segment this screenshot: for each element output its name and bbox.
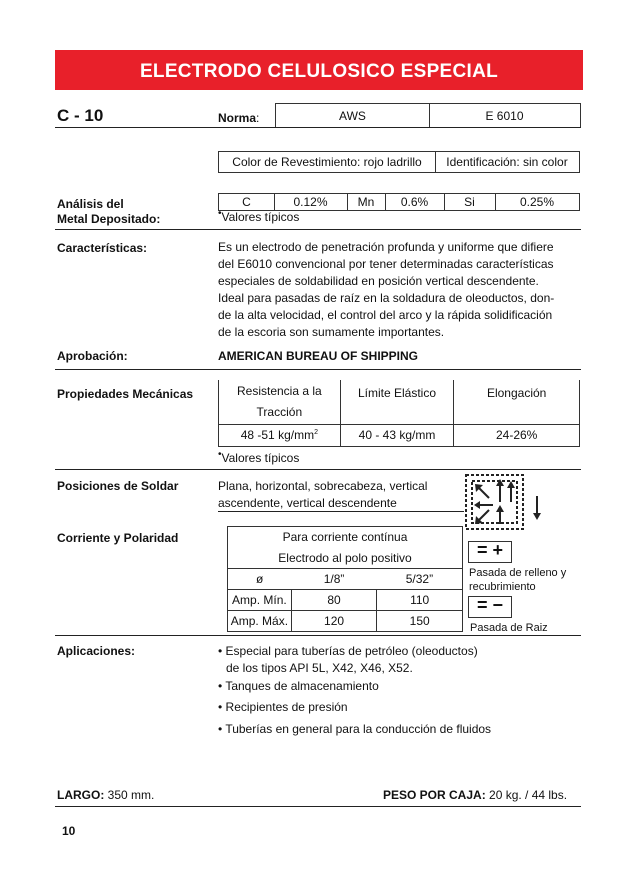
current-label: Corriente y Polaridad — [57, 531, 179, 545]
header-rule — [55, 127, 581, 128]
current-row-max-v2: 150 — [377, 611, 463, 632]
mechanical-header-elongation: Elongación — [454, 380, 580, 424]
section-rule — [55, 229, 581, 230]
polarity-fill-symbol: = + — [468, 541, 512, 563]
current-header-polarity: Electrodo al polo positivo — [228, 548, 463, 569]
characteristics-text — [218, 239, 578, 341]
section-rule — [55, 469, 581, 470]
norma-standard: AWS — [339, 109, 366, 123]
mechanical-value-yield: 40 - 43 kg/mm — [340, 424, 454, 446]
analysis-note: •Valores típicos — [218, 208, 300, 224]
page-title: ELECTRODO CELULOSICO ESPECIAL — [55, 50, 583, 90]
mechanical-header-yield: Límite Elástico — [340, 380, 454, 424]
page-number: 10 — [62, 824, 76, 838]
analysis-element-mn: Mn — [357, 195, 375, 209]
polarity-root-caption: Pasada de Raiz — [470, 622, 548, 634]
mechanical-value-tensile: 48 -51 $kg/mm^2$ — [219, 424, 341, 446]
norma-box — [275, 103, 581, 128]
application-item: • Recipientes de presión — [218, 700, 348, 714]
norma-classification: E 6010 — [485, 109, 524, 123]
analysis-label-line1: Análisis del — [57, 197, 124, 211]
mechanical-note: •Valores típicos — [218, 449, 300, 465]
analysis-element-si: Si — [464, 195, 475, 209]
application-item: • Tuberías en general para la conducción de fluidos — [218, 722, 492, 736]
characteristics-line: Ideal para pasadas de raíz en la soldadura de oleoductos, don- — [218, 291, 555, 305]
characteristics-line: del E6010 convencional por tener determinadas características — [218, 257, 554, 271]
analysis-value-c: 0.12% — [293, 195, 328, 209]
current-row-max-v1: 120 — [291, 611, 377, 632]
norma-label: Norma: — [218, 111, 260, 125]
positions-text: Plana, horizontal, sobrecabeza, vertical ascendente, vertical descendente — [218, 479, 428, 510]
current-header-dc: Para corriente contínua — [228, 527, 463, 548]
current-col-size1: 1/8” — [291, 569, 377, 590]
mechanical-header-tensile: Resistencia a la Tracción — [219, 380, 341, 424]
coating-identification: Identificación: sin color — [446, 155, 568, 169]
characteristics-line: de la escoria son sumamente importantes. — [218, 325, 445, 339]
current-col-size2: 5/32” — [377, 569, 463, 590]
current-table — [227, 526, 463, 632]
analysis-value-mn: 0.6% — [400, 195, 429, 209]
welding-positions-icon — [463, 472, 545, 534]
applications-label: Aplicaciones: — [57, 644, 136, 658]
mechanical-label: Propiedades Mecánicas — [57, 387, 194, 401]
positions-rule — [218, 511, 464, 512]
characteristics-label: Características: — [57, 241, 148, 255]
characteristics-line: Es un electrodo de penetración profunda y uniforme que difiere — [218, 240, 554, 254]
mechanical-value-elongation: 24-26% — [454, 424, 580, 446]
current-row-max-label: Amp. Máx. — [228, 611, 292, 632]
analysis-element-c: C — [242, 195, 251, 209]
analysis-label-line2: Metal Depositado: — [57, 212, 161, 226]
polarity-fill-caption: Pasada de relleno y recubrimiento — [469, 567, 567, 593]
footer-rule — [55, 806, 581, 807]
mechanical-table — [218, 380, 580, 447]
characteristics-line: de la alta velocidad, el control del arco y la rápida solidificación — [218, 308, 553, 322]
application-item: • Tanques de almacenamiento — [218, 679, 379, 693]
current-row-min-v1: 80 — [291, 590, 377, 611]
current-row-min-label: Amp. Mín. — [228, 590, 292, 611]
application-item: de los tipos API 5L, X42, X46, X52. — [226, 661, 413, 675]
positions-label: Posiciones de Soldar — [57, 479, 179, 493]
current-row-min-v2: 110 — [377, 590, 463, 611]
length-info: LARGO: 350 mm. — [57, 788, 155, 802]
approval-label: Aprobación: — [57, 349, 128, 363]
application-item: • Especial para tuberías de petróleo (oleoductos) — [218, 644, 478, 658]
characteristics-line: especiales de soldabilidad en posición vertical descendente. — [218, 274, 539, 288]
product-code: C - 10 — [57, 106, 104, 125]
analysis-value-si: 0.25% — [519, 195, 555, 209]
section-rule — [55, 635, 581, 636]
coating-box — [218, 151, 580, 173]
current-col-diameter: ø — [228, 569, 292, 590]
box-weight-info: PESO POR CAJA: 20 kg. / 44 lbs. — [383, 788, 568, 802]
polarity-root-symbol: = − — [468, 596, 512, 618]
coating-color: Color de Revestimiento: rojo ladrillo — [232, 155, 422, 169]
section-rule — [55, 369, 581, 370]
approval-value: AMERICAN BUREAU OF SHIPPING — [218, 349, 419, 363]
